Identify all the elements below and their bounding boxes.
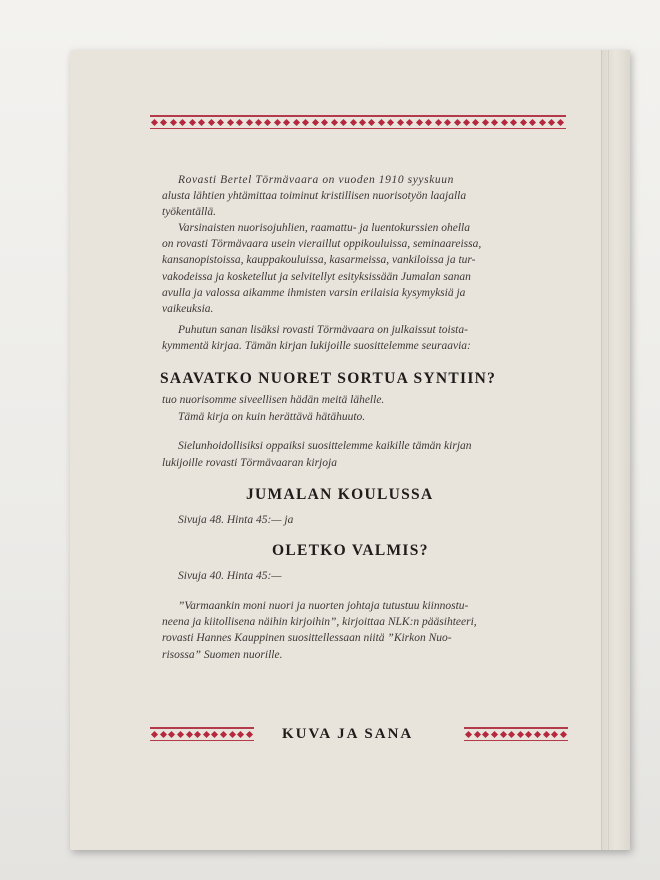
book-title-saavatko: SAAVATKO NUORET SORTUA SYNTIIN? [160, 370, 497, 387]
quote-line-1: ”Varmaankin moni nuori ja nuorten johtaja tutustuu kiinnostu- [178, 600, 469, 612]
ornament-diamond [529, 118, 536, 125]
quote-line-2: neena ja kiitollisena näihin kirjoihin”, kirjoittaa NLK:n pääsihteeri, [162, 616, 477, 629]
ornament-diamond [151, 118, 158, 125]
ornament-diamond [194, 730, 201, 737]
ornament-diamond [220, 730, 227, 737]
publisher-name: KUVA JA SANA [282, 726, 414, 742]
activities-line-5: avulla ja valossa aikamme ihmisten varsin erilaisia kysymyksiä ja [162, 286, 466, 299]
book-title-oletko-valmis: OLETKO VALMIS? [272, 542, 429, 559]
book2-info: Sivuja 48. Hinta 45:— ja [178, 514, 294, 526]
ornament-diamond [378, 118, 385, 125]
book-title-jumalan-koulussa: JUMALAN KOULUSSA [246, 486, 434, 503]
books-intro-paragraph [162, 322, 572, 354]
ornament-diamond [472, 118, 479, 125]
ornament-diamond [543, 730, 550, 737]
ornament-diamond [340, 118, 347, 125]
ornament-diamond [160, 730, 167, 737]
intro-paragraph [162, 172, 572, 221]
book1-desc-line-1: tuo nuorisomme siveellisen hädän meitä lähelle. [162, 394, 385, 406]
ornament-diamond [501, 118, 508, 125]
ornament-diamond [435, 118, 442, 125]
ornament-diamond [453, 118, 460, 125]
ornament-diamond [560, 730, 567, 737]
ornament-diamond [237, 730, 244, 737]
ornament-diamond [312, 118, 319, 125]
ornament-diamond [534, 730, 541, 737]
activities-line-6: vaikeuksia. [162, 303, 214, 316]
ornament-diamond [203, 730, 210, 737]
ornament-diamond [463, 118, 470, 125]
quote-line-3: rovasti Hannes Kauppinen suosittellessaan niitä ”Kirkon Nuo- [162, 632, 452, 645]
book3-info: Sivuja 40. Hinta 45:— [178, 570, 282, 582]
ornament-diamond [416, 118, 423, 125]
footer-ornament-left [150, 726, 254, 742]
ornament-diamond [255, 118, 262, 125]
ornament-diamond [236, 118, 243, 125]
ornament-diamond [387, 118, 394, 125]
intro-line-2: alusta lähtien yhtämittaa toiminut kristillisen nuorisotyön laajalla [162, 190, 467, 203]
ornament-diamond [474, 730, 481, 737]
activities-line-3: kansanopistoissa, kauppakouluissa, kasarmeissa, vankiloissa ja tur- [162, 254, 476, 267]
ornament-diamond [179, 118, 186, 125]
book1-desc-line-2: Tämä kirja on kuin herättävä hätähuuto. [178, 411, 366, 423]
quote-line-4: risossa” Suomen nuorille. [162, 648, 283, 661]
activities-line-4: vakodeissa ja kosketellut ja selvitellyt esityksissään Jumalan sanan [162, 270, 471, 283]
ornament-diamond [246, 730, 253, 737]
ornament-diamond [245, 118, 252, 125]
ornament-diamond [331, 118, 338, 125]
ornament-diamond [321, 118, 328, 125]
ornament-diamond [491, 118, 498, 125]
ornament-diamond [274, 118, 281, 125]
ornament-diamond [425, 118, 432, 125]
ornament-diamond [444, 118, 451, 125]
ornament-diamond [160, 118, 167, 125]
ornament-diamond [406, 118, 413, 125]
books-intro-line-1: Puhutun sanan lisäksi rovasti Törmävaara on julkaissut toista- [178, 324, 468, 336]
ornament-diamond [151, 730, 158, 737]
ornament-diamond [211, 730, 218, 737]
activities-paragraph [162, 220, 572, 317]
ornament-diamond [491, 730, 498, 737]
ornament-diamond [508, 730, 515, 737]
recommend-line-2: lukijoille rovasti Törmävaaran kirjoja [162, 457, 337, 469]
ornament-diamond [189, 118, 196, 125]
ornament-diamond [177, 730, 184, 737]
ornament-diamond [517, 730, 524, 737]
book-spine-edge [601, 50, 630, 850]
top-ornament-border [150, 114, 566, 130]
ornament-diamond [482, 730, 489, 737]
intro-line-3: työkentällä. [162, 206, 216, 219]
ornament-diamond [397, 118, 404, 125]
ornament-diamond [208, 118, 215, 125]
ornament-diamond [185, 730, 192, 737]
footer-ornament-right [464, 726, 568, 742]
ornament-diamond [520, 118, 527, 125]
ornament-diamond [283, 118, 290, 125]
ornament-diamond [217, 118, 224, 125]
ornament-diamond [368, 118, 375, 125]
ornament-diamond [264, 118, 271, 125]
intro-line-1: Rovasti Bertel Törmävaara on vuoden 1910 syyskuun [178, 174, 454, 186]
ornament-diamond [551, 730, 558, 737]
ornament-diamond [293, 118, 300, 125]
ornament-diamond [168, 730, 175, 737]
quote-paragraph [162, 598, 572, 663]
ornament-diamond [465, 730, 472, 737]
ornament-diamond [359, 118, 366, 125]
ornament-diamond [170, 118, 177, 125]
ornament-diamond [349, 118, 356, 125]
ornament-diamond [499, 730, 506, 737]
ornament-diamond [548, 118, 555, 125]
ornament-diamond [229, 730, 236, 737]
books-intro-line-2: kymmentä kirjaa. Tämän kirjan lukijoille suosittelemme seuraavia: [162, 340, 471, 353]
ornament-diamond [557, 118, 564, 125]
ornament-diamond [510, 118, 517, 125]
ornament-diamond [525, 730, 532, 737]
ornament-diamond [482, 118, 489, 125]
activities-line-1: Varsinaisten nuorisojuhlien, raamattu- ja luentokurssien ohella [178, 222, 470, 234]
ornament-diamond [302, 118, 309, 125]
ornament-diamond [198, 118, 205, 125]
ornament-diamond [539, 118, 546, 125]
ornament-diamond [227, 118, 234, 125]
activities-line-2: on rovasti Törmävaara usein vieraillut oppikouluissa, seminaareissa, [162, 238, 482, 251]
recommend-line-1: Sielunhoidollisiksi oppaiksi suosittelemme kaikille tämän kirjan [178, 440, 472, 452]
